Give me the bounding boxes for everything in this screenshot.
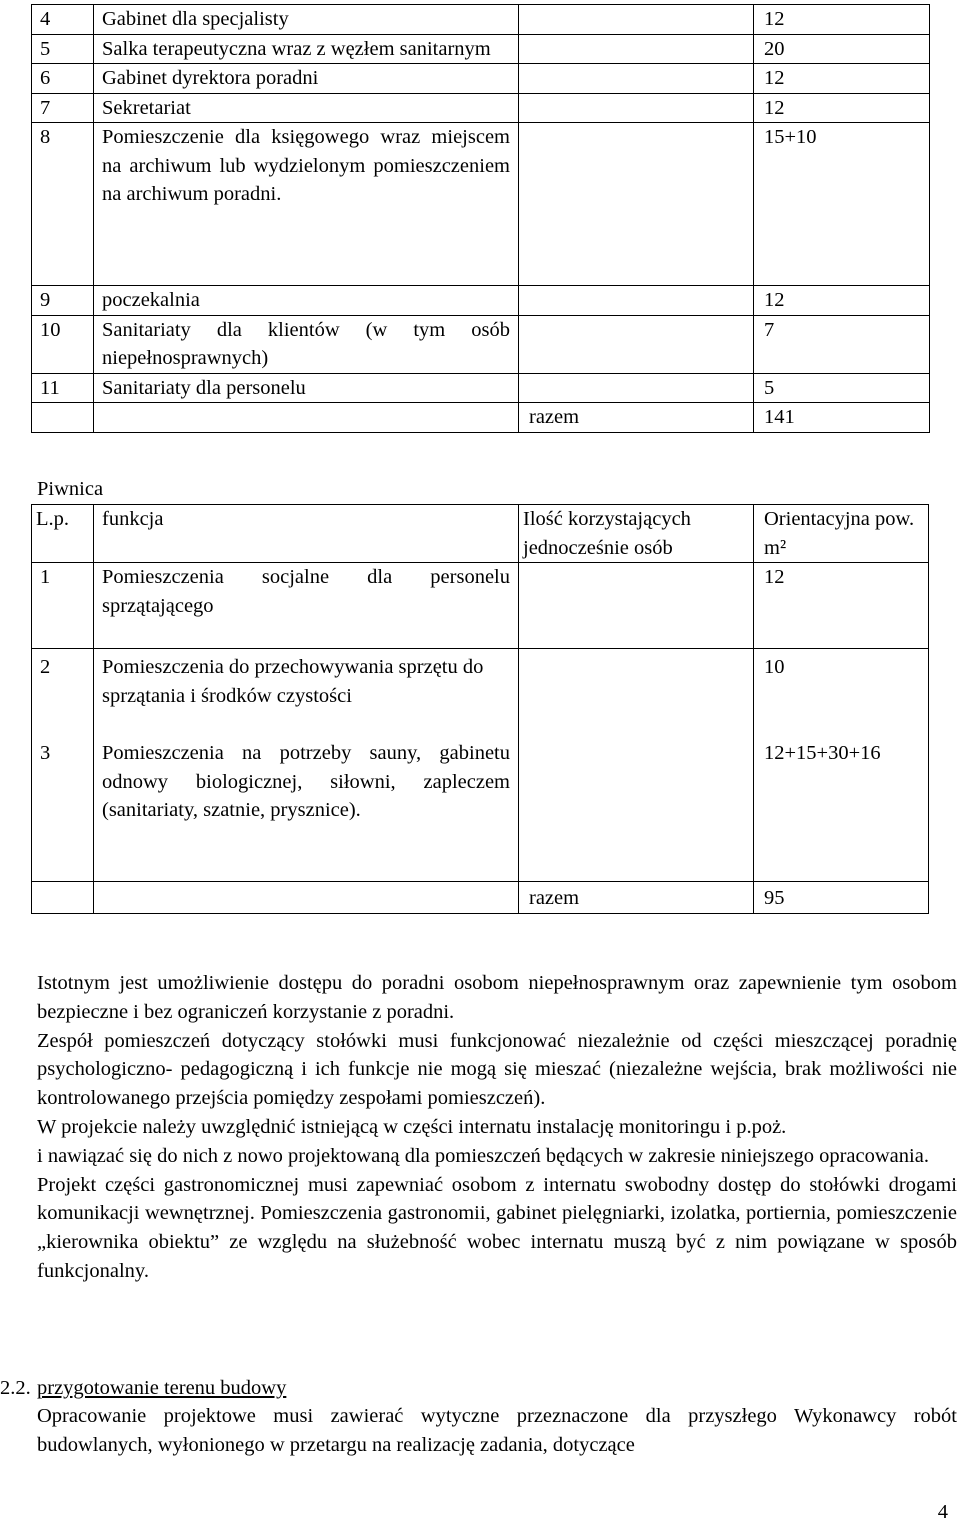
- header-lp: L.p.: [32, 505, 94, 563]
- section-number: 2.2.: [0, 1377, 31, 1399]
- row-number: 4: [32, 5, 94, 35]
- persons-cell: [519, 34, 754, 64]
- row-number: 11: [32, 373, 94, 403]
- total-value: 95: [754, 882, 929, 914]
- paragraph: Istotnym jest umożliwienie dostępu do poradni osobom niepełnosprawnym oraz zapewnienie tym osobom bezpieczne i bez ograniczeń korzystanie z poradni.: [37, 972, 957, 1023]
- persons-cell: [519, 649, 754, 882]
- total-value: 141: [754, 403, 930, 433]
- table-row: [32, 93, 930, 123]
- total-row: [32, 882, 929, 914]
- section-text: Opracowanie projektowe musi zawierać wytyczne przeznaczone dla przyszłego Wykonawcy robót budowlanych, wyłonionego w przetargu na realizację zadania, dotyczące: [37, 1405, 957, 1456]
- room-name: Sanitariaty dla personelu: [94, 373, 519, 403]
- header-area: Orientacyjna pow. m²: [754, 505, 929, 563]
- room-name: Salka terapeutyczna wraz z węzłem sanitarnym: [94, 34, 519, 64]
- room-area: 12: [754, 286, 930, 316]
- function-area: [754, 649, 929, 882]
- paragraph: W projekcie należy uwzględnić istniejącą w części internatu instalację monitoringu i p.poż.: [37, 1115, 787, 1138]
- persons-cell: [519, 93, 754, 123]
- row-number: [32, 649, 94, 882]
- room-area: 7: [754, 315, 930, 373]
- function-area: 12+15+30+16: [764, 742, 881, 764]
- table-row: [32, 649, 929, 882]
- section-title: przygotowanie terenu budowy: [37, 1377, 287, 1399]
- body-text: [37, 969, 957, 1286]
- room-area: 12: [754, 5, 930, 35]
- total-label: razem: [519, 403, 754, 433]
- room-area: 20: [754, 34, 930, 64]
- room-name: Pomieszczenie dla księgowego wraz miejscem na archiwum lub wydzielonym pomieszczeniem na archiwum poradni.: [94, 123, 519, 286]
- room-name: poczekalnia: [94, 286, 519, 316]
- header-persons: Ilość korzystających jednocześnie osób: [519, 505, 754, 563]
- function-area: 10: [764, 656, 785, 678]
- persons-cell: [519, 5, 754, 35]
- table-row: [32, 64, 930, 94]
- room-area: 12: [754, 93, 930, 123]
- row-number: 5: [32, 34, 94, 64]
- paragraph: Zespół pomieszczeń dotyczący stołówki musi funkcjonować niezależnie od części mieszczącej poradnię psychologiczno- pedagogiczną i ich funkcje nie mogą się mieszać (niezależne wejścia, brak możliwości nie kontrolowanego przejścia pomiędzy zespołami pomieszczeń).: [37, 1029, 957, 1110]
- room-name: Gabinet dyrektora poradni: [94, 64, 519, 94]
- table-row: [32, 373, 930, 403]
- row-number: 6: [32, 64, 94, 94]
- row-number: 8: [32, 123, 94, 286]
- room-area: 12: [754, 64, 930, 94]
- total-label: razem: [519, 882, 754, 914]
- empty-cell: [94, 882, 519, 914]
- persons-cell: [519, 123, 754, 286]
- function-name: Pomieszczenia socjalne dla personelu sprzątającego: [94, 563, 519, 649]
- page-number: 4: [937, 1501, 948, 1523]
- row-number: 2: [40, 656, 51, 678]
- row-number: 10: [32, 315, 94, 373]
- persons-cell: [519, 315, 754, 373]
- persons-cell: [519, 563, 754, 649]
- table-row: [32, 563, 929, 649]
- row-number: 7: [32, 93, 94, 123]
- persons-cell: [519, 64, 754, 94]
- paragraph: Projekt części gastronomicznej musi zapewniać osobom z internatu swobodny dostęp do stołówki drogami komunikacji wewnętrznej. Pomieszczenia gastronomii, gabinet pielęgniarki, izolatka, portiernia, pomieszczenie „kierownika obiektu” ze względu na służebność wobec internatu muszą być z nim powiązane w sposób funkcjonalny.: [37, 1173, 957, 1282]
- table-row: [32, 5, 930, 35]
- row-number: 3: [40, 742, 51, 764]
- persons-cell: [519, 286, 754, 316]
- function-name: Pomieszczenia do przechowywania sprzętu do sprzątania i środków czystości: [102, 656, 484, 707]
- rooms-table: [31, 4, 930, 433]
- table-caption: Piwnica: [37, 478, 104, 500]
- empty-cell: [32, 882, 94, 914]
- table-row: [32, 34, 930, 64]
- table-row: [32, 315, 930, 373]
- table-header: [32, 505, 929, 563]
- empty-cell: [32, 403, 94, 433]
- table-row: [32, 286, 930, 316]
- empty-cell: [94, 403, 519, 433]
- header-function: funkcja: [94, 505, 519, 563]
- room-name: Gabinet dla specjalisty: [94, 5, 519, 35]
- room-name: Sanitariaty dla klientów (w tym osób niepełnosprawnych): [94, 315, 519, 373]
- function-name: [94, 649, 519, 882]
- row-number: 1: [32, 563, 94, 649]
- section-heading: [0, 1374, 286, 1402]
- function-name: Pomieszczenia na potrzeby sauny, gabinetu odnowy biologicznej, siłowni, zapleczem (sanitariaty, szatnie, prysznice).: [102, 742, 510, 821]
- persons-cell: [519, 373, 754, 403]
- room-area: 5: [754, 373, 930, 403]
- paragraph: i nawiązać się do nich z nowo projektowaną dla pomieszczeń będących w zakresie niniejszego opracowania.: [37, 1144, 929, 1167]
- function-area: 12: [754, 563, 929, 649]
- row-number: 9: [32, 286, 94, 316]
- total-row: [32, 403, 930, 433]
- room-area: 15+10: [754, 123, 930, 286]
- basement-table: [31, 504, 929, 914]
- table-row: [32, 123, 930, 286]
- room-name: Sekretariat: [94, 93, 519, 123]
